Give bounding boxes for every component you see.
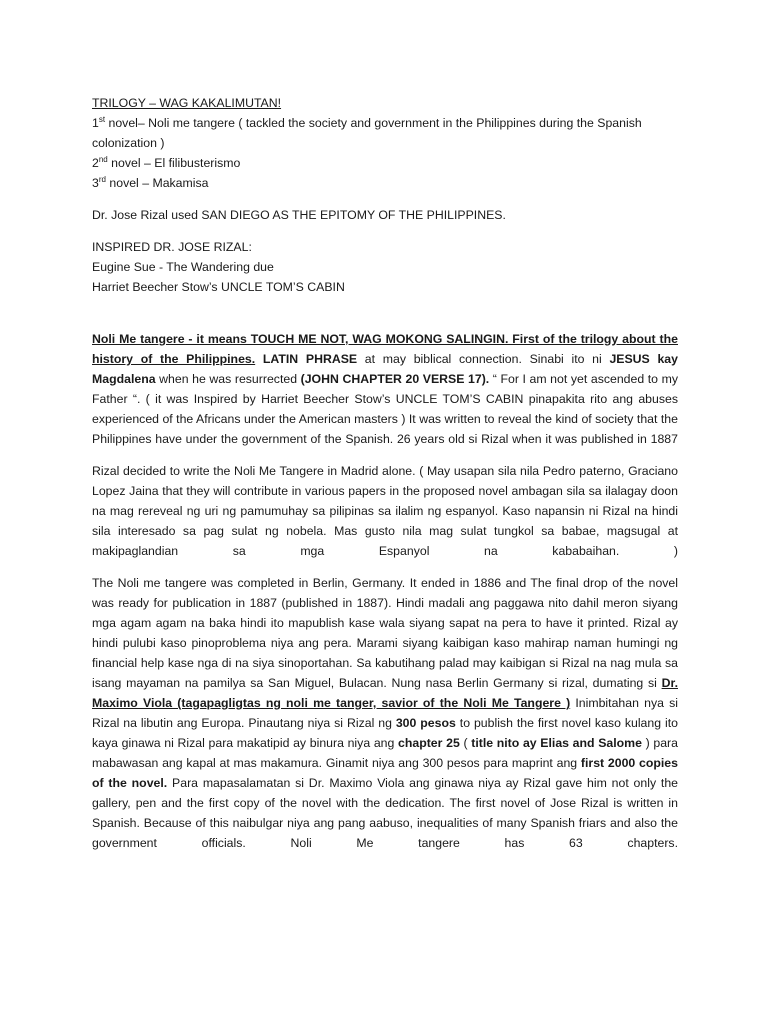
- document-body: [92, 93, 678, 853]
- inspired-item: Eugine Sue - The Wandering due: [92, 260, 274, 274]
- novel-1: 1st novel– Noli me tangere ( tackled the society and government in the Philippines during the Spanish colonization ): [92, 114, 642, 150]
- paragraph-madrid: Rizal decided to write the Noli Me Tangere in Madrid alone. ( May usapan sila nila Pedro paterno, Graciano Lopez Jaina that they will contribute in various papers in the proposed novel ambagan sila sa ilalagay doon na mag rereveal ng uri ng pamumuhay sa pilipinas sa ilalim ng espanyol. Kaso napansin ni Rizal na hindi sila interesado sa pag sulat ng nobela. Mas gusto nila mag sulat tungkol sa babae, magsugal at makipaglandian sa mga Espanyol na kababaihan. ): [92, 464, 678, 558]
- novel-2: 2nd novel – El filibusterismo: [92, 154, 241, 170]
- document-title: TRILOGY – WAG KAKALIMUTAN!: [92, 96, 282, 110]
- paragraph-berlin: The Noli me tangere was completed in Berlin, Germany. It ended in 1886 and The final drop of the novel was ready for publication in 1887 (published in 1887). Hindi madali ang paggawa nito dahil meron siyang mga agam agam na baka hindi ito mapublish kase wala siyang sapat na pera to have it printed. Rizal ay hindi pulubi kaso pinoproblema niya ang pera. Marami siyang kaibigan kaso mahirap naman humingi ng financial help kase nga di na siya sinoportahan. Sa kabutihang palad may kaibigan si Rizal na nag mula sa isang mayaman na pamilya sa San Miguel, Bulacan. Nung nasa Berlin Germany si rizal, dumating si Dr. Maximo Viola (tagapagligtas ng noli me tanger, savior of the Noli Me Tangere ) Inimbitahan nya si Rizal na libutin ang Europa. Pinautang niya si Rizal ng 300 pesos to publish the first novel kaso kulang ito kaya ginawa ni Rizal para makatipid ay binura niya ang chapter 25 ( title nito ay Elias and Salome ) para mabawasan ang kapal at mas makamura. Ginamit niya ang 300 pesos para maprint ang first 2000 copies of the novel. Para mapasalamatan si Dr. Maximo Viola ang ginawa niya ay Rizal gave him not only the gallery, pen and the first copy of the novel with the dedication. The first novel of Jose Rizal is written in Spanish. Because of this naibulgar niya ang pang aabuso, inequalities of many Spanish friars and also the government officials. Noli Me tangere has 63 chapters.: [92, 576, 679, 850]
- paragraph-noli-meaning: Noli Me tangere - it means TOUCH ME NOT, WAG MOKONG SALINGIN. First of the trilogy about the history of the Philippines. LATIN PHRASE at may biblical connection. Sinabi ito ni JESUS kay Magdalena when he was resurrected (JOHN CHAPTER 20 VERSE 17). “ For I am not yet ascended to my Father “. ( it was Inspired by Harriet Beecher Stow’s UNCLE TOM’S CABIN pinapakita rito ang abuses experienced of the Africans under the American masters ) It was written to reveal the kind of society that the Philippines have under the government of the Spanish. 26 years old si Rizal when it was published in 1887: [92, 332, 678, 446]
- inspired-heading: INSPIRED DR. JOSE RIZAL:: [92, 240, 252, 254]
- san-diego-line: Dr. Jose Rizal used SAN DIEGO AS THE EPITOMY OF THE PHILIPPINES.: [92, 208, 506, 222]
- novel-3: 3rd novel – Makamisa: [92, 174, 209, 190]
- inspired-item: Harriet Beecher Stow’s UNCLE TOM’S CABIN: [92, 280, 345, 294]
